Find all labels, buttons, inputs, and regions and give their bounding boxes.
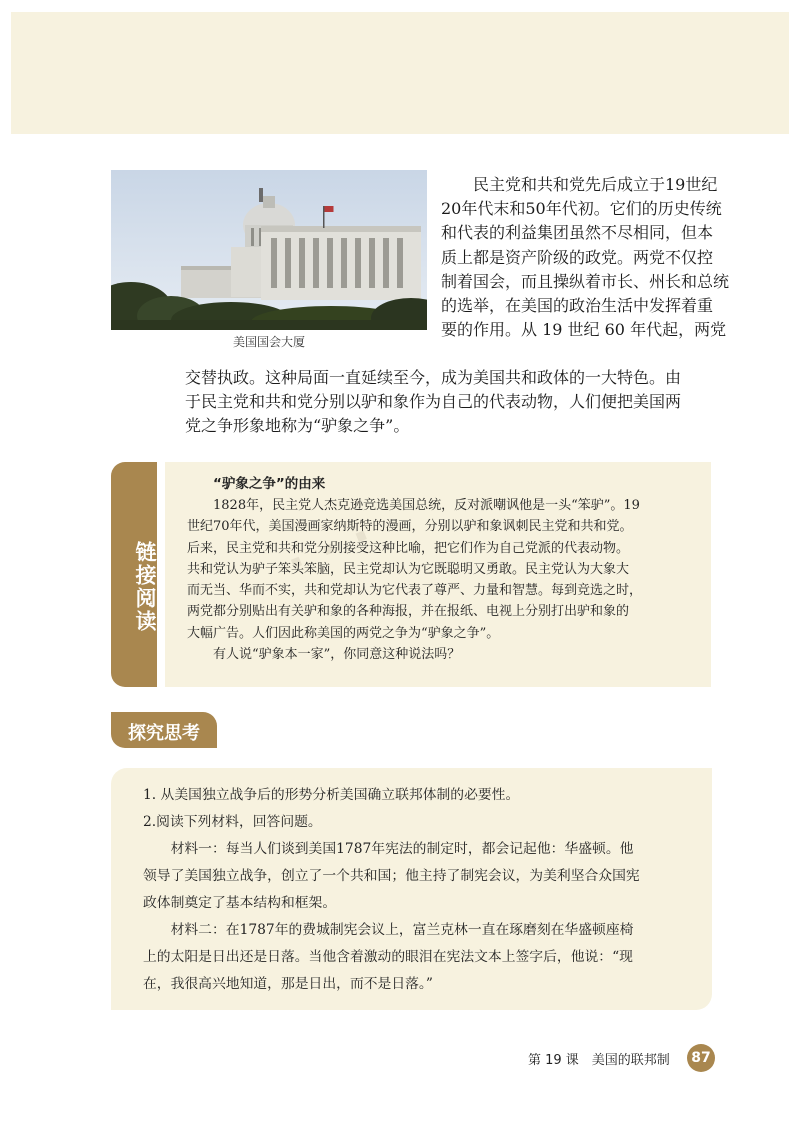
explore-text [143,782,708,998]
intro-paragraph-full [185,366,715,439]
text-line: 政体制奠定了基本结构和框架。 [143,895,337,911]
text-line: 要的作用。从 19 世纪 60 年代起，两党 [441,320,727,340]
text-line: 在，我很高兴地知道，那是日出，而不是日落。” [143,976,433,992]
top-decorative-band [11,12,789,134]
watermark: · · · [277,507,381,593]
text-line: 材料一：每当人们谈到美国1787年宪法的制定时，都会记起他：华盛顿。他 [143,841,634,857]
text-line: 于民主党和共和党分别以驴和象作为自己的代表动物，人们便把美国两 [185,392,682,412]
text-line: 的选举，在美国的政治生活中发挥着重 [441,296,714,316]
link-reading-title: “驴象之争”的由来 [213,476,326,492]
link-reading-box [111,462,711,687]
text-line: 1828年，民主党人杰克逊竞选美国总统，反对派嘲讽他是一头“笨驴”。19 [187,498,640,513]
text-line: 世纪70年代，美国漫画家纳斯特的漫画，分别以驴和象讽刺民主党和共和党。 [187,519,633,535]
explore-heading [111,712,217,748]
capitol-photo [111,170,427,330]
link-reading-tab [111,462,157,687]
text-line: 领导了美国独立战争，创立了一个共和国；他主持了制宪会议，为美利坚合众国宪 [143,868,640,884]
text-line: 交替执政。这种局面一直延续至今，成为美国共和政体的一大特色。由 [185,368,682,387]
intro-paragraph-right [441,173,730,342]
text-line: 上的太阳是日出还是日落。当他含着激动的眼泪在宪法文本上签字后，他说：“现 [143,949,633,965]
text-line: 和代表的利益集团虽然不尽相同，但本 [441,223,714,243]
photo-caption: 美国国会大厦 [232,335,305,349]
page-number: 87 [687,1044,715,1072]
explore-box [111,768,712,1010]
link-reading-paragraph [187,495,707,665]
text-line: 材料二：在1787年的费城制宪会议上，富兰克林一直在琢磨刻在华盛顿座椅 [143,922,634,938]
link-reading-content [165,462,711,687]
text-line: 共和党认为驴子笨头笨脑，民主党却认为它既聪明又勇敢。民主党认为大象大 [187,561,630,577]
text-line: 两党都分别贴出有关驴和象的各种海报，并在报纸、电视上分别打出驴和象的 [187,604,630,620]
text-line: 民主党和共和党先后成立于19世纪 [473,175,718,194]
text-line: 质上都是资产阶级的政党。两党不仅控 [441,247,714,267]
text-line: 有人说“驴象本一家”，你同意这种说法吗？ [187,647,461,663]
text-line: 20年代末和50年代初。它们的历史传统 [441,199,722,219]
text-line: 1. 从美国独立战争后的形势分析美国确立联邦体制的必要性。 [143,787,520,803]
explore-heading-label: 探究思考 [128,723,200,744]
footer-lesson-label: 第 19 课 美国的联邦制 [528,1053,670,1068]
text-line: 制着国会，而且操纵着市长、州长和总统 [441,271,730,291]
capitol-illustration [111,170,427,330]
text-line: 而无当、华而不实，共和党却认为它代表了尊严、力量和智慧。每到竞选之时， [187,583,643,599]
text-line: 2.阅读下列材料，回答问题。 [143,814,322,830]
text-line: 大幅广告。人们因此称美国的两党之争为“驴象之争”。 [187,625,500,641]
text-line: 党之争形象地称为“驴象之争”。 [185,416,410,436]
text-line: 后来，民主党和共和党分别接受这种比喻，把它们作为自己党派的代表动物。 [187,540,630,556]
link-reading-tab-label: 链接阅读 [133,541,157,633]
